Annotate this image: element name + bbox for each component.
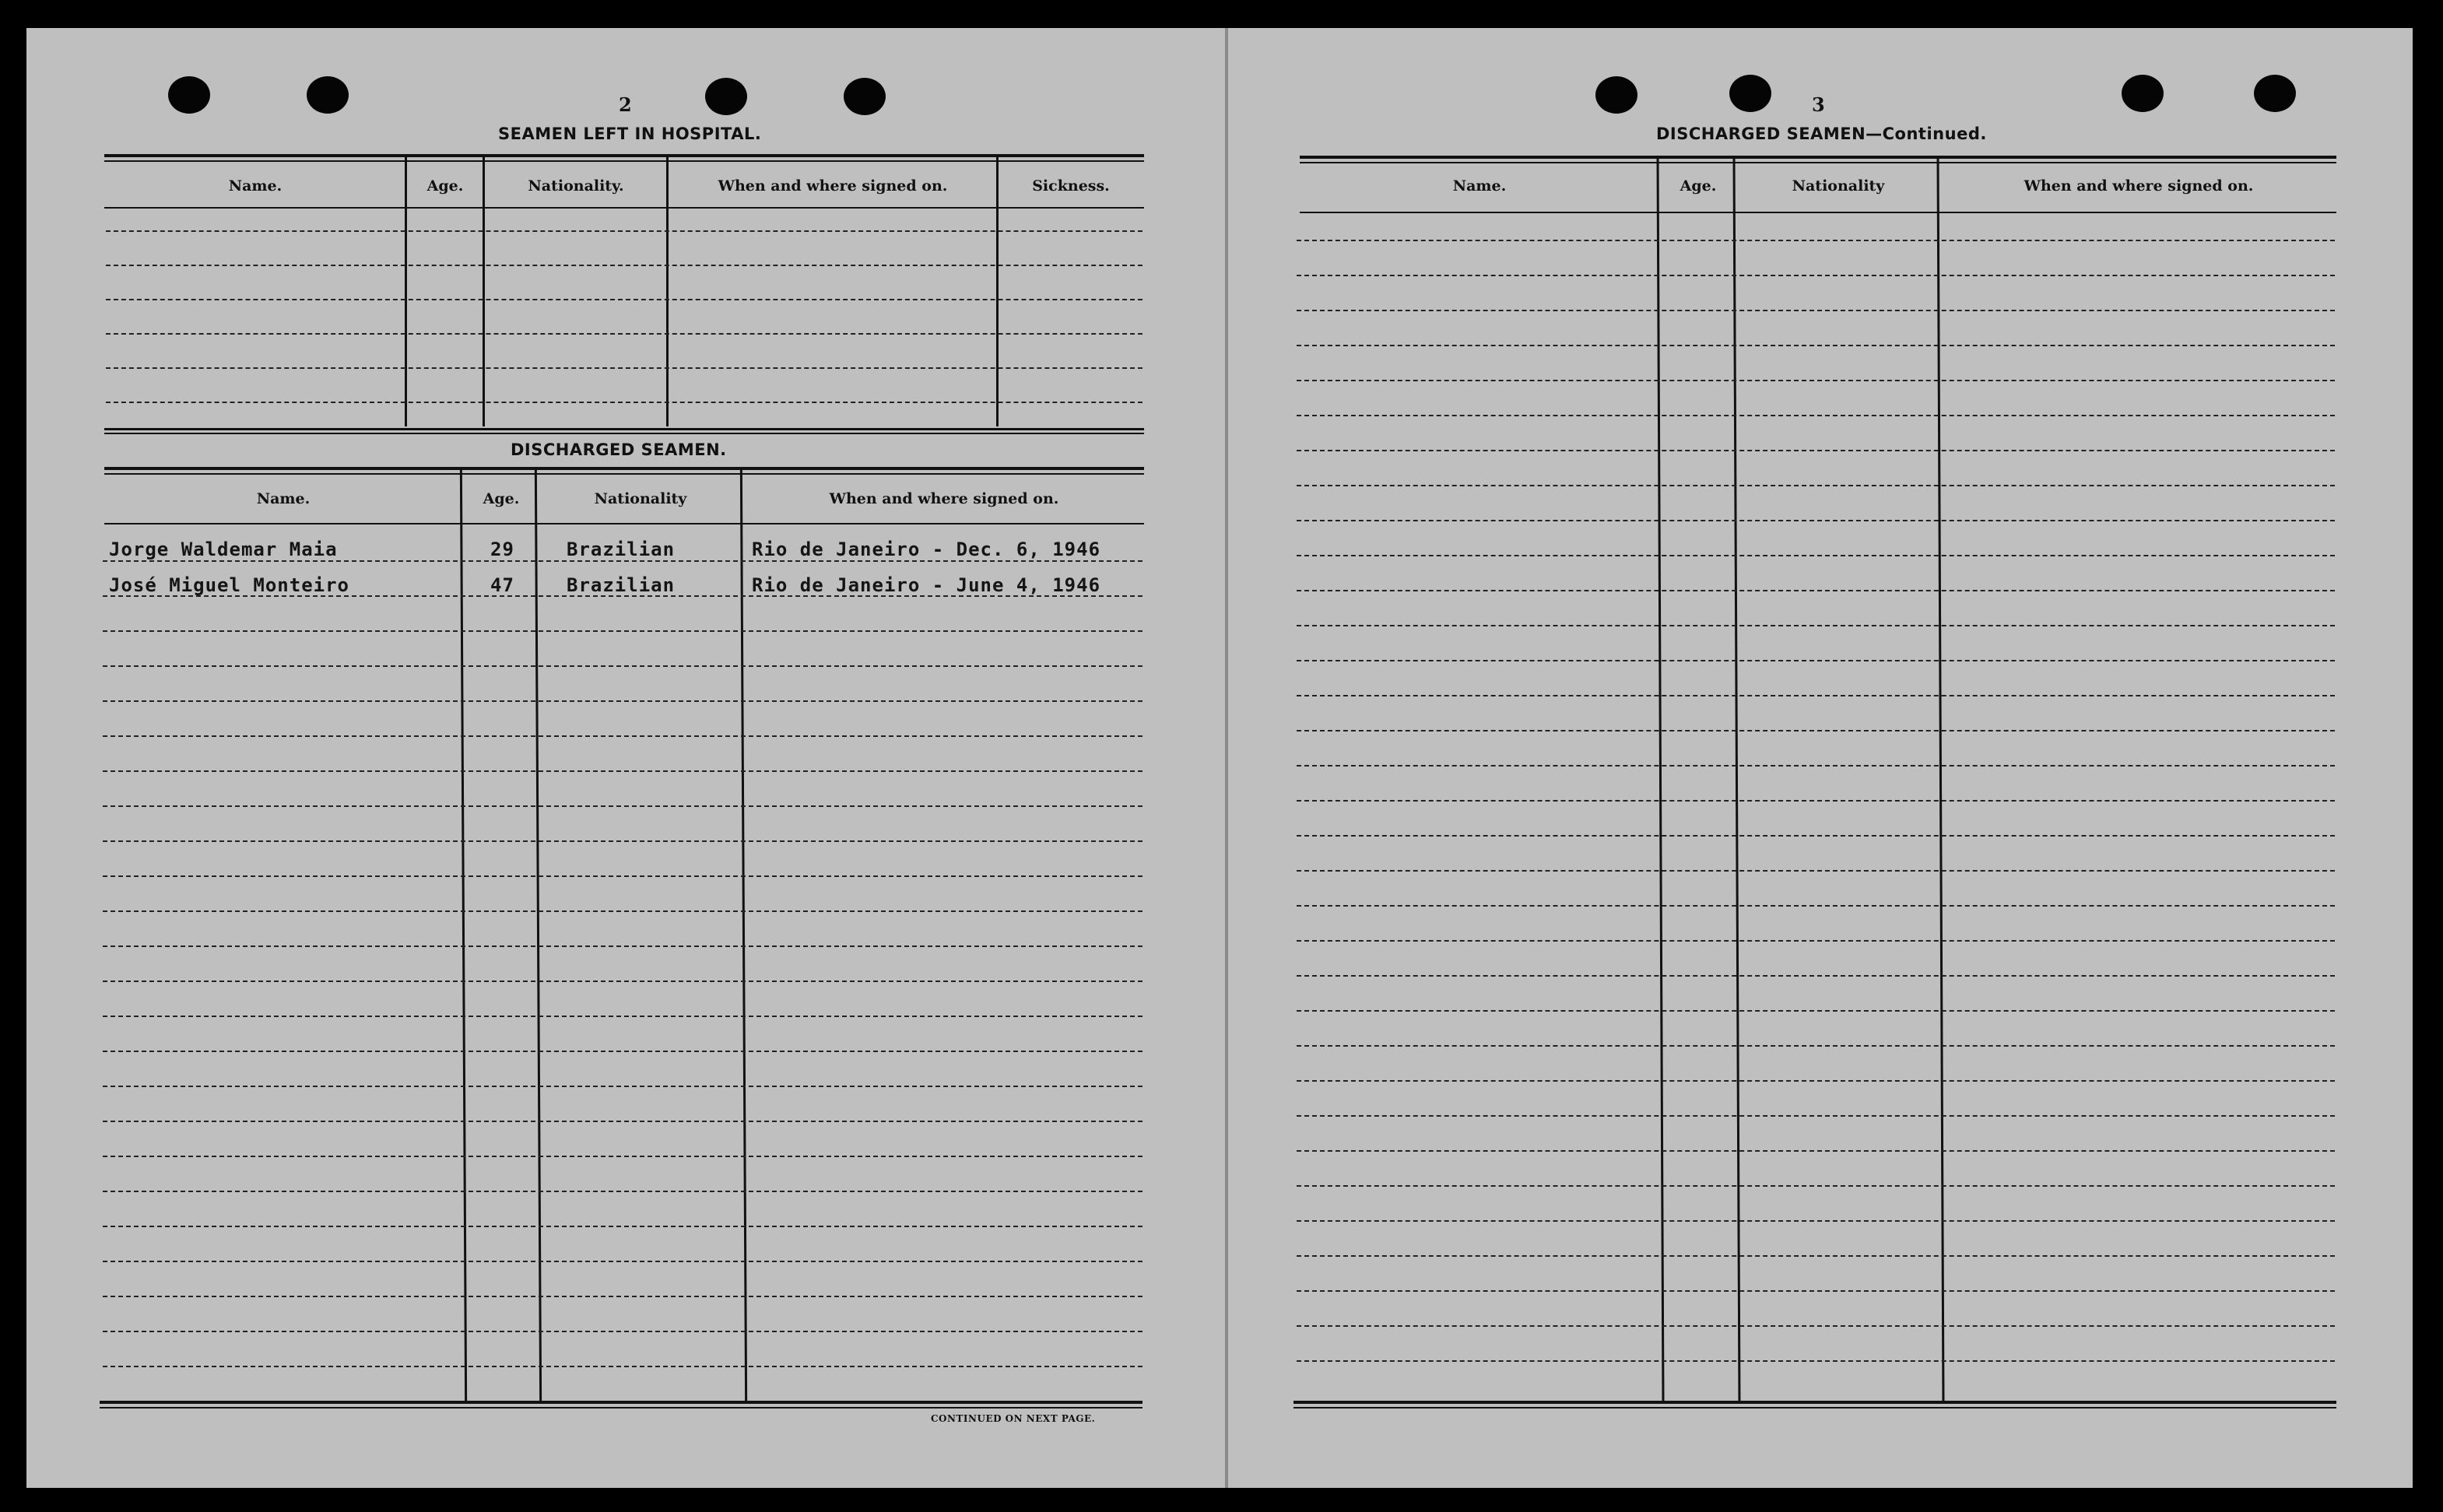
seaman-nationality: Brazilian (567, 538, 676, 560)
right-col-age: Age. (1680, 177, 1717, 195)
ruled-line (106, 367, 1143, 369)
ruled-line (1297, 765, 2335, 767)
punch-hole (1729, 75, 1771, 112)
ruled-line (1297, 590, 2335, 591)
ruled-line (1297, 520, 2335, 521)
hospital-divider (996, 157, 999, 426)
discharged-col-name: Name. (256, 490, 311, 507)
discharged-header-rule (104, 523, 1144, 524)
hospital-divider (666, 157, 669, 426)
page-number-right: 3 (1812, 93, 1825, 116)
ruled-line (1297, 1045, 2335, 1047)
discharged-bottom-rule (100, 1401, 1143, 1404)
seaman-age: 29 (490, 538, 514, 560)
right-page (1228, 28, 2413, 1488)
ruled-line (106, 265, 1143, 266)
seaman-signed-on: Rio de Janeiro - Dec. 6, 1946 (752, 538, 1101, 560)
hospital-bottom-rule (104, 428, 1144, 430)
ruled-line (103, 805, 1143, 807)
discharged-top-rule-2 (104, 473, 1144, 475)
continued-section-title: DISCHARGED SEAMEN—Continued. (1656, 125, 1987, 143)
hospital-section-title: SEAMEN LEFT IN HOSPITAL. (498, 125, 762, 143)
ruled-line (1297, 1115, 2335, 1117)
ruled-line (1297, 1150, 2335, 1152)
right-bottom-rule-2 (1293, 1407, 2336, 1409)
ruled-line (1297, 380, 2335, 381)
ruled-line (103, 1331, 1143, 1332)
right-bottom-rule (1293, 1401, 2336, 1404)
ruled-line (103, 1226, 1143, 1227)
ruled-line (1297, 1080, 2335, 1082)
punch-hole (844, 78, 886, 115)
discharged-col-age: Age. (483, 490, 520, 507)
right-header-rule (1300, 212, 2336, 213)
ruled-line (103, 560, 1143, 562)
punch-hole (307, 76, 349, 114)
ruled-line (103, 665, 1143, 667)
ruled-line (1297, 1325, 2335, 1327)
hospital-bottom-rule-2 (104, 433, 1144, 434)
ruled-line (1297, 625, 2335, 626)
left-page (26, 28, 1225, 1488)
ruled-line (1297, 345, 2335, 346)
ruled-line (103, 1016, 1143, 1017)
ruled-line (103, 910, 1143, 912)
ruled-line (103, 1086, 1143, 1087)
ruled-line (103, 1366, 1143, 1367)
ruled-line (1297, 1010, 2335, 1012)
punch-hole (1595, 76, 1637, 114)
ruled-line (1297, 695, 2335, 696)
discharged-section-title: DISCHARGED SEAMEN. (511, 440, 727, 459)
seaman-nationality: Brazilian (567, 574, 676, 596)
hospital-top-rule-2 (104, 160, 1144, 162)
hospital-col-nationality: Nationality. (528, 177, 624, 195)
ruled-line (1297, 275, 2335, 276)
ruled-line (1297, 940, 2335, 942)
ruled-line (1297, 1360, 2335, 1362)
discharged-col-nationality: Nationality (594, 490, 687, 507)
ruled-line (103, 1051, 1143, 1052)
continued-note: CONTINUED ON NEXT PAGE. (931, 1413, 1096, 1424)
ruled-line (103, 1156, 1143, 1157)
hospital-col-sickness: Sickness. (1032, 177, 1110, 195)
ruled-line (103, 630, 1143, 632)
seaman-name: José Miguel Monteiro (109, 574, 349, 596)
punch-hole (705, 78, 747, 115)
ruled-line (106, 299, 1143, 300)
ruled-line (103, 1296, 1143, 1297)
seaman-name: Jorge Waldemar Maia (109, 538, 338, 560)
ruled-line (1297, 800, 2335, 802)
discharged-top-rule (104, 467, 1144, 470)
ruled-line (103, 875, 1143, 877)
ruled-line (1297, 730, 2335, 731)
right-col-signed-on: When and where signed on. (2024, 177, 2254, 195)
ruled-line (1297, 1220, 2335, 1222)
page-number-left: 2 (619, 93, 632, 116)
ruled-line (103, 1121, 1143, 1122)
ruled-line (1297, 660, 2335, 661)
ruled-line (1297, 485, 2335, 486)
ruled-line (106, 333, 1143, 335)
hospital-col-signed-on: When and where signed on. (718, 177, 948, 195)
ruled-line (1297, 835, 2335, 837)
ruled-line (103, 1261, 1143, 1262)
ruled-line (1297, 1290, 2335, 1292)
ruled-line (1297, 450, 2335, 451)
ruled-line (103, 770, 1143, 772)
right-col-nationality: Nationality (1792, 177, 1885, 195)
discharged-bottom-rule-2 (100, 1407, 1143, 1409)
hospital-divider (405, 157, 407, 426)
page-fold (1225, 28, 1228, 1488)
hospital-col-name: Name. (228, 177, 283, 195)
right-top-rule (1300, 156, 2336, 159)
ruled-line (103, 981, 1143, 982)
ruled-line (103, 1191, 1143, 1192)
ruled-line (1297, 870, 2335, 872)
ruled-line (103, 945, 1143, 947)
ruled-line (1297, 555, 2335, 556)
ruled-line (1297, 415, 2335, 416)
ruled-line (103, 735, 1143, 737)
ruled-line (106, 230, 1143, 232)
ruled-line (106, 402, 1143, 403)
seaman-signed-on: Rio de Janeiro - June 4, 1946 (752, 574, 1101, 596)
discharged-col-signed-on: When and where signed on. (829, 490, 1059, 507)
ruled-line (1297, 310, 2335, 311)
punch-hole (2254, 75, 2296, 112)
ruled-line (103, 840, 1143, 842)
ruled-line (1297, 240, 2335, 241)
hospital-header-rule (104, 207, 1144, 209)
right-col-name: Name. (1452, 177, 1507, 195)
ruled-line (1297, 905, 2335, 907)
ruled-line (1297, 1185, 2335, 1187)
seaman-age: 47 (490, 574, 514, 596)
punch-hole (2122, 75, 2164, 112)
hospital-top-rule (104, 154, 1144, 157)
ruled-line (1297, 975, 2335, 977)
hospital-divider (483, 157, 485, 426)
hospital-col-age: Age. (426, 177, 464, 195)
right-top-rule-2 (1300, 162, 2336, 163)
ruled-line (103, 700, 1143, 702)
ruled-line (1297, 1255, 2335, 1257)
punch-hole (168, 76, 210, 114)
